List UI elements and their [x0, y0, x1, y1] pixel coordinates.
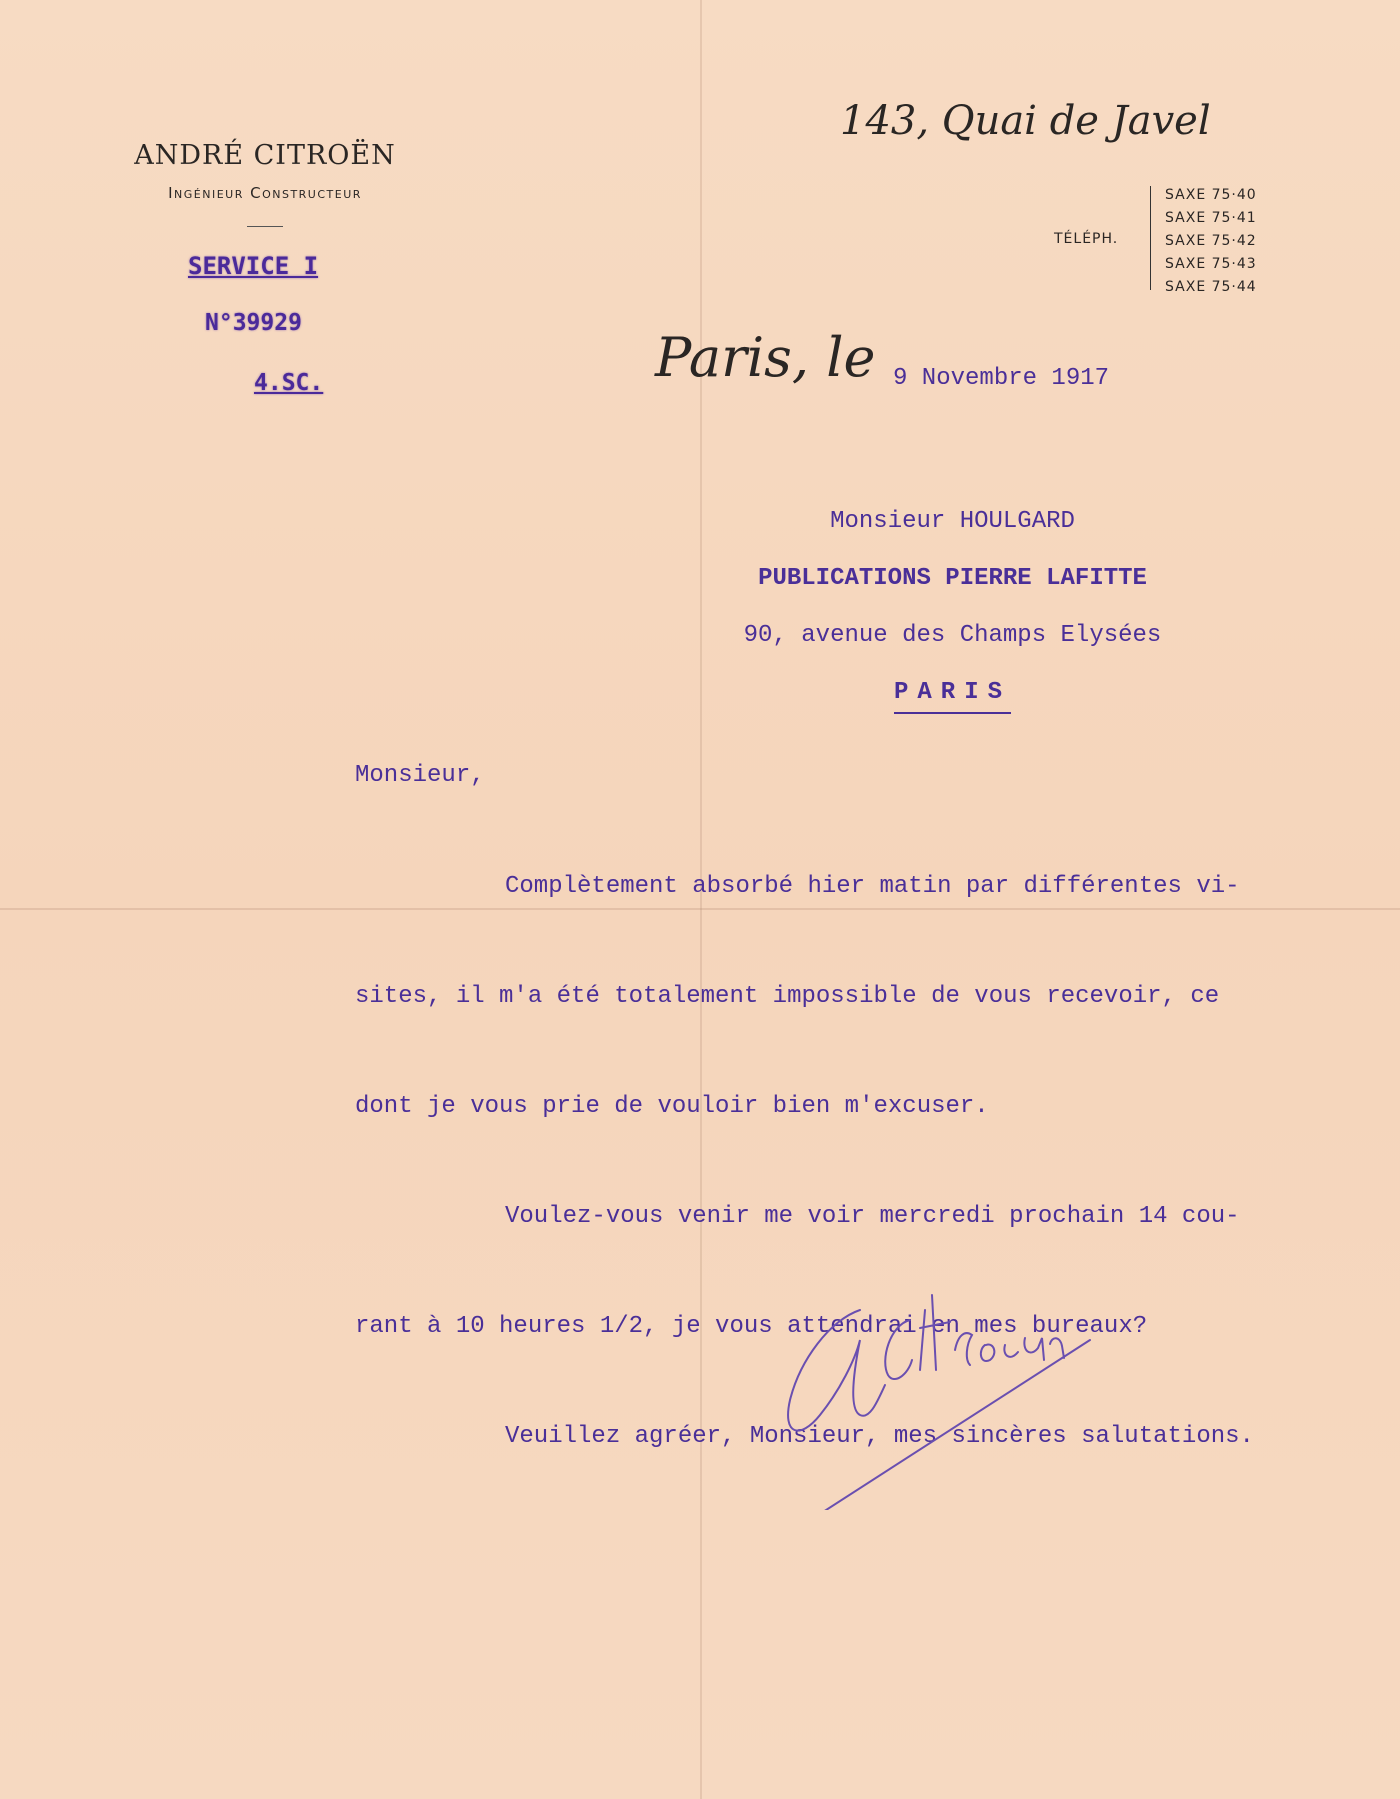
telephone-list: [1165, 184, 1257, 299]
handwritten-signature: [760, 1250, 1260, 1510]
dateline-date: 9 Novembre 1917: [893, 365, 1110, 392]
body-line: Complètement absorbé hier matin par différentes vi-: [505, 873, 1240, 900]
letterhead-title: Ingénieur Constructeur: [168, 184, 362, 202]
salutation: Monsieur,: [355, 762, 485, 789]
recipient-name: Monsieur HOULGARD: [830, 508, 1075, 535]
recipient-street: 90, avenue des Champs Elysées: [743, 622, 1162, 649]
telephone-number: SAXE 75·41: [1165, 210, 1257, 226]
recipient-city-text: PARIS: [894, 679, 1011, 714]
reference-stamp: 4.SC.: [254, 370, 324, 396]
body-line: Voulez-vous venir me voir mercredi prochain 14 cou-: [505, 1203, 1240, 1230]
number-stamp: N°39929: [205, 310, 302, 336]
letterhead-name: ANDRÉ CITROËN: [134, 140, 396, 171]
telephone-number: SAXE 75·44: [1165, 279, 1257, 295]
service-stamp: SERVICE I: [188, 252, 319, 280]
telephone-label: TÉLÉPH.: [1054, 231, 1119, 247]
dateline-place: Paris, le: [655, 326, 876, 389]
body-line: dont je vous prie de vouloir bien m'excuser.: [355, 1093, 989, 1120]
recipient-company: PUBLICATIONS PIERRE LAFITTE: [758, 565, 1147, 592]
telephone-number: SAXE 75·40: [1165, 187, 1257, 203]
telephone-brace: [1150, 186, 1155, 290]
letterhead-address: 143, Quai de Javel: [840, 98, 1211, 144]
telephone-number: SAXE 75·42: [1165, 233, 1257, 249]
body-line: rant à 10 heures 1/2, je vous attendrai en mes bureaux?: [355, 1313, 1148, 1340]
recipient-city: [620, 679, 1285, 706]
telephone-number: SAXE 75·43: [1165, 256, 1257, 272]
body-line: Veuillez agréer, Monsieur, mes sincères salutations.: [505, 1423, 1254, 1450]
letterhead-divider: [247, 226, 283, 227]
body-line: sites, il m'a été totalement impossible de vous recevoir, ce: [355, 983, 1220, 1010]
